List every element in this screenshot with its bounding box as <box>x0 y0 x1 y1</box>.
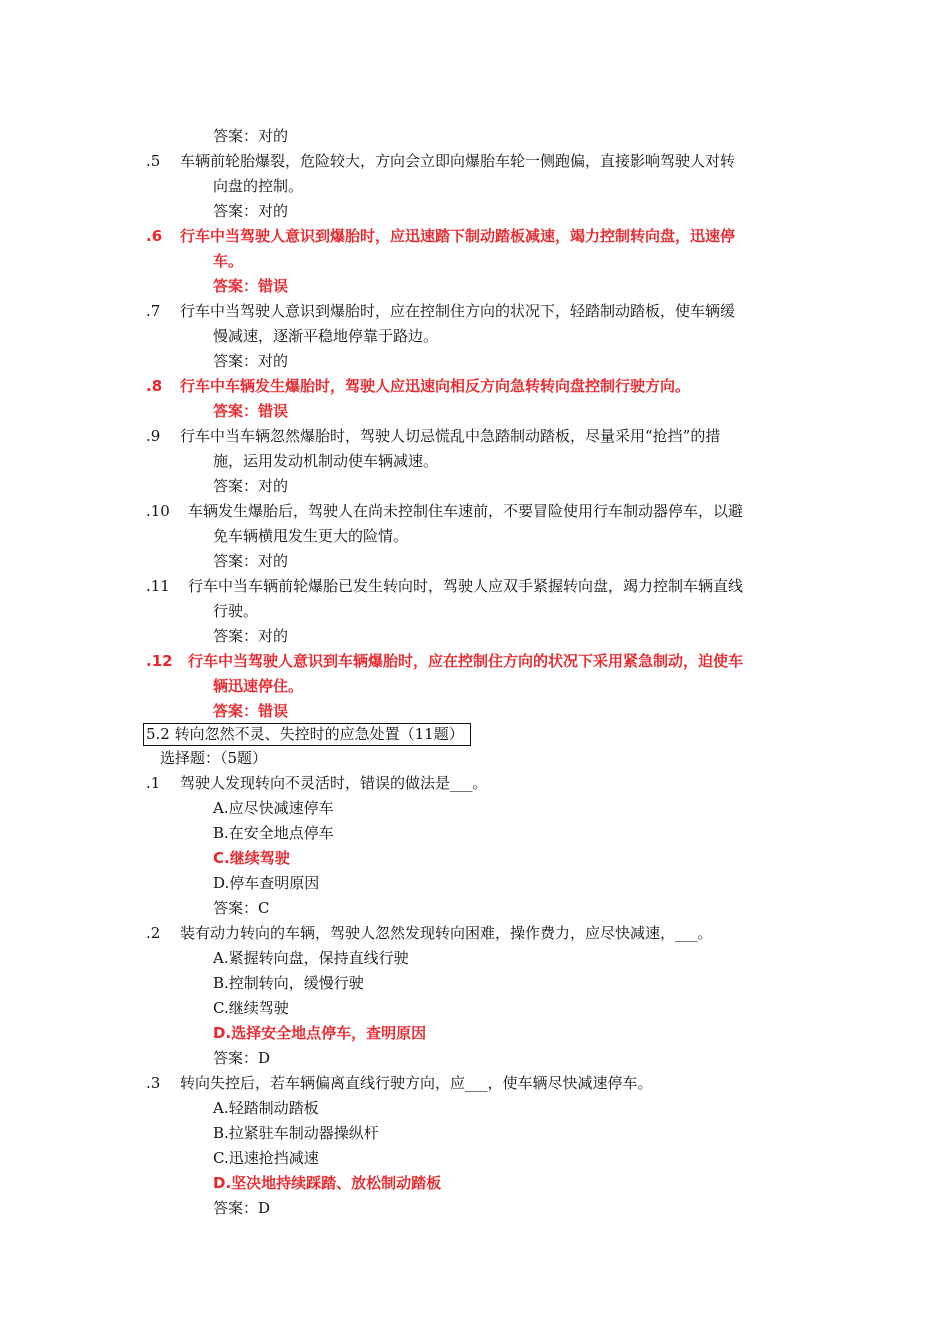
question-text: 行车中当车辆前轮爆胎已发生转向时，驾驶人应双手紧握转向盘，竭力控制车辆直线 <box>188 577 744 595</box>
question-text: 行车中当驾驶人意识到车辆爆胎时，应在控制住方向的状况下采用紧急制动，迫使车 <box>188 652 744 670</box>
question-number: .11 <box>146 577 170 595</box>
section-heading: 5.2 转向忽然不灵、失控时的应急处置（11题） <box>143 723 471 746</box>
question-line <box>146 499 743 524</box>
question-number: .12 <box>146 652 173 670</box>
question-line <box>146 771 488 796</box>
question-number: .9 <box>146 427 161 445</box>
question-line <box>146 1071 653 1096</box>
question-line <box>146 574 743 599</box>
answer-line: 答案：错误 <box>213 402 289 420</box>
question-continuation: 辆迅速停住。 <box>213 677 304 695</box>
option-a: A.紧握转向盘，保持直线行驶 <box>213 949 409 967</box>
answer-line: 答案：对的 <box>213 552 289 570</box>
question-number: .3 <box>146 1074 161 1092</box>
option-d-correct: D.选择安全地点停车，查明原因 <box>213 1024 427 1042</box>
option-b: B.拉紧驻车制动器操纵杆 <box>213 1124 379 1142</box>
answer-line: 答案：D <box>213 1049 271 1067</box>
answer-line: 答案：对的 <box>213 202 289 220</box>
question-line <box>146 149 735 174</box>
option-d: D.停车查明原因 <box>213 874 320 892</box>
question-continuation: 向盘的控制。 <box>213 177 304 195</box>
question-number: .10 <box>146 502 170 520</box>
question-line <box>146 299 735 324</box>
question-line <box>146 921 713 946</box>
answer-line: 答案：C <box>213 899 270 917</box>
answer-line: 答案：对的 <box>213 127 289 145</box>
answer-line: 答案：对的 <box>213 352 289 370</box>
answer-line: 答案：错误 <box>213 277 289 295</box>
question-text: 驾驶人发现转向不灵活时，错误的做法是___。 <box>180 774 488 792</box>
question-continuation: 免车辆横甩发生更大的险情。 <box>213 527 409 545</box>
option-d-correct: D.坚决地持续踩踏、放松制动踏板 <box>213 1174 442 1192</box>
option-c: C.继续驾驶 <box>213 999 289 1017</box>
option-a: A.轻踏制动踏板 <box>213 1099 319 1117</box>
question-text: 行车中当驾驶人意识到爆胎时，应迅速踏下制动踏板减速，竭力控制转向盘，迅速停 <box>180 227 736 245</box>
question-continuation: 车。 <box>213 252 244 270</box>
question-text: 装有动力转向的车辆，驾驶人忽然发现转向困难，操作费力，应尽快减速，___。 <box>180 924 713 942</box>
question-number: .8 <box>146 377 163 395</box>
question-text: 转向失控后，若车辆偏离直线行驶方向，应___，使车辆尽快减速停车。 <box>180 1074 653 1092</box>
question-text: 行车中当车辆忽然爆胎时，驾驶人切忌慌乱中急踏制动踏板，尽量采用“抢挡”的措 <box>180 427 721 445</box>
question-text: 行车中车辆发生爆胎时，驾驶人应迅速向相反方向急转转向盘控制行驶方向。 <box>180 377 691 395</box>
question-text: 车辆前轮胎爆裂，危险较大，方向会立即向爆胎车轮一侧跑偏，直接影响驾驶人对转 <box>180 152 736 170</box>
section-subheading: 选择题：（5题） <box>160 749 268 767</box>
question-text: 行车中当驾驶人意识到爆胎时，应在控制住方向的状况下，轻踏制动踏板，使车辆缓 <box>180 302 736 320</box>
question-line <box>146 374 690 399</box>
question-number: .2 <box>146 924 161 942</box>
question-text: 车辆发生爆胎后，驾驶人在尚未控制住车速前，不要冒险使用行车制动器停车，以避 <box>188 502 744 520</box>
question-number: .1 <box>146 774 161 792</box>
option-b: B.在安全地点停车 <box>213 824 334 842</box>
question-line <box>146 424 720 449</box>
question-continuation: 施，运用发动机制动使车辆减速。 <box>213 452 439 470</box>
option-c-correct: C.继续驾驶 <box>213 849 290 867</box>
option-a: A.应尽快减速停车 <box>213 799 334 817</box>
question-line <box>146 649 743 674</box>
question-line <box>146 224 735 249</box>
question-number: .7 <box>146 302 161 320</box>
answer-line: 答案：对的 <box>213 627 289 645</box>
question-continuation: 慢减速，逐渐平稳地停靠于路边。 <box>213 327 439 345</box>
question-number: .6 <box>146 227 163 245</box>
question-continuation: 行驶。 <box>213 602 259 620</box>
answer-line: 答案：错误 <box>213 702 289 720</box>
option-b: B.控制转向，缓慢行驶 <box>213 974 364 992</box>
option-c: C.迅速抢挡减速 <box>213 1149 319 1167</box>
question-number: .5 <box>146 152 161 170</box>
answer-line: 答案：对的 <box>213 477 289 495</box>
answer-line: 答案：D <box>213 1199 271 1217</box>
